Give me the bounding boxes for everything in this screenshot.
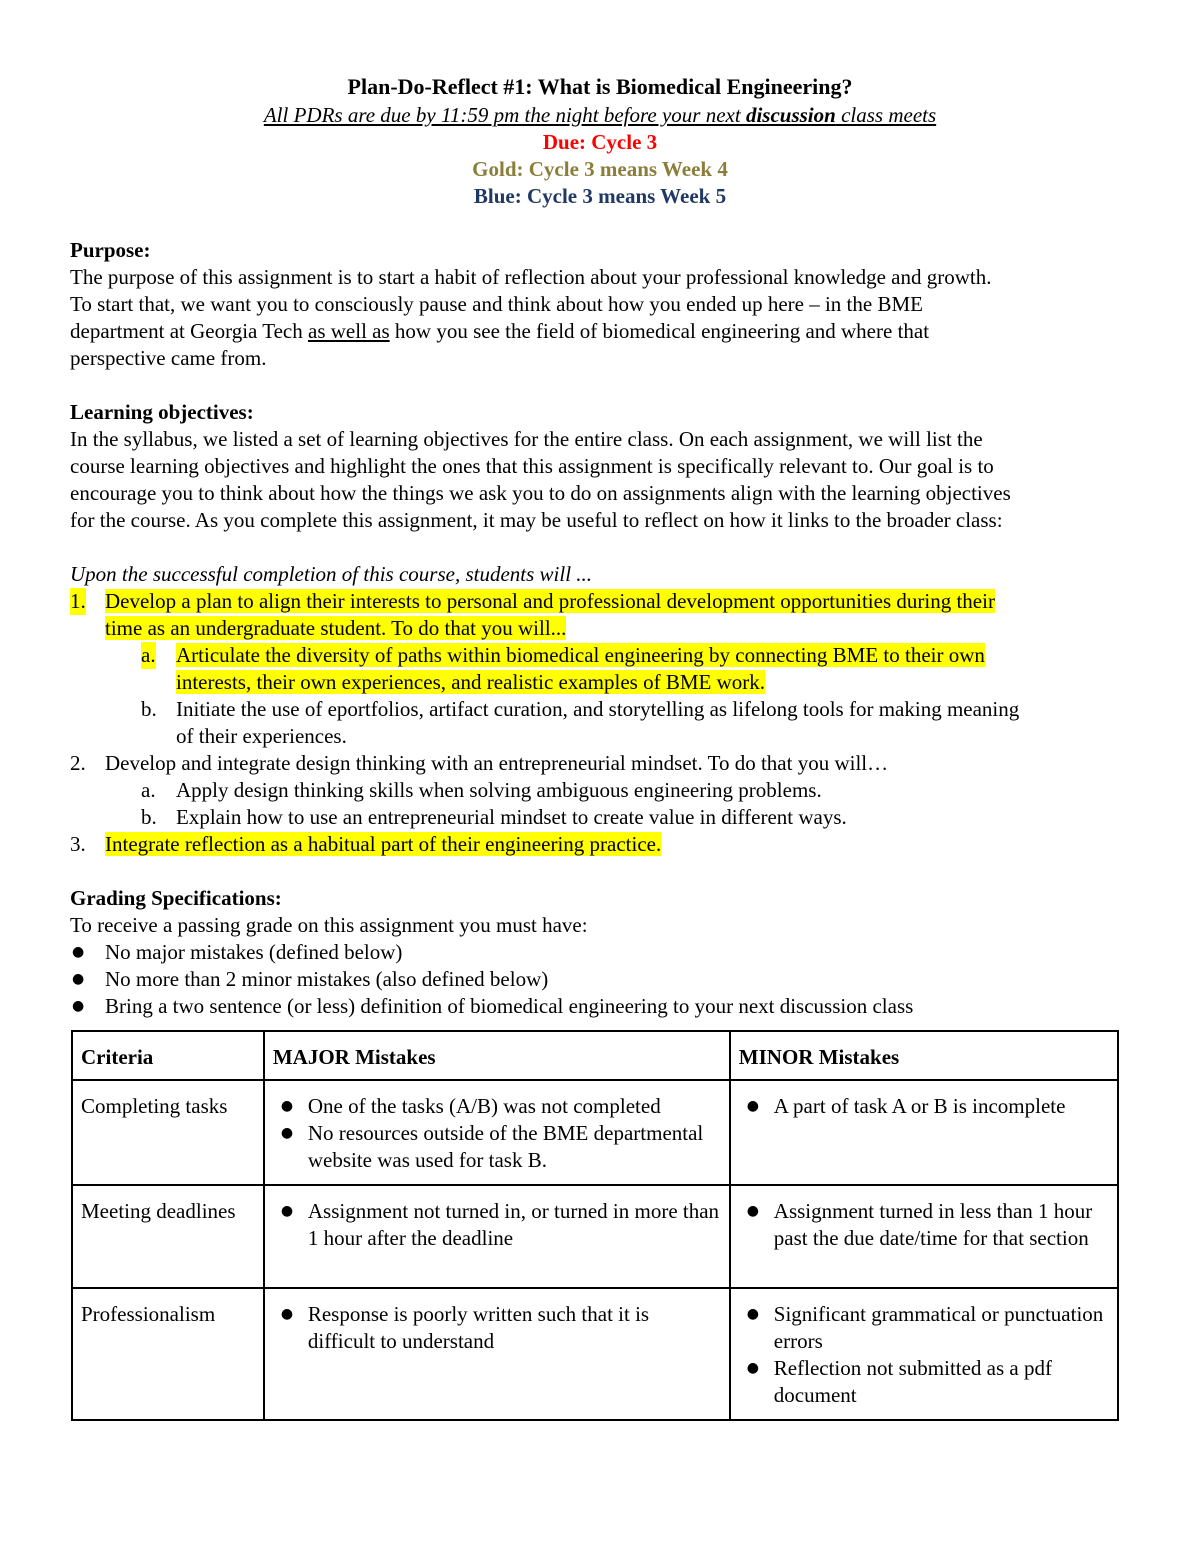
minor-cell — [730, 1185, 1118, 1288]
objectives-heading: Learning objectives: — [70, 400, 254, 424]
table-header-minor: MINOR Mistakes — [730, 1031, 1118, 1080]
grading-bullet — [70, 966, 1130, 993]
grading-heading: Grading Specifications: — [70, 886, 282, 910]
grading-table — [71, 1030, 1119, 1421]
table-row — [72, 1185, 1118, 1288]
objective-text: Develop a plan to align their interests to personal and professional development opportunities during their — [105, 589, 995, 613]
major-cell — [264, 1288, 730, 1420]
bullet-icon: ● — [280, 1203, 294, 1219]
sub-objective-text: interests, their own experiences, and realistic examples of BME work. — [176, 670, 765, 694]
table-header-row — [72, 1031, 1118, 1080]
table-header-major: MAJOR Mistakes — [264, 1031, 730, 1080]
bullet-icon: ● — [280, 1125, 294, 1141]
sub-objective-item — [70, 804, 1130, 831]
cell-bullet: ● Response is poorly written such that it is difficult to understand — [280, 1302, 650, 1353]
bullet-icon: ● — [746, 1203, 760, 1219]
purpose-text-line: perspective came from. — [70, 346, 267, 370]
criteria-cell: Professionalism — [72, 1288, 264, 1420]
objective-item — [70, 750, 1130, 777]
cell-bullet: ● Assignment turned in less than 1 hour past the due date/time for that section — [746, 1199, 1093, 1250]
sub-objective-text: Apply design thinking skills when solving ambiguous engineering problems. — [176, 778, 822, 802]
table-row — [72, 1288, 1118, 1420]
bullet-icon: ● — [280, 1098, 294, 1114]
objective-item-continued — [70, 615, 1130, 642]
major-cell — [264, 1080, 730, 1185]
table-header-criteria: Criteria — [72, 1031, 264, 1080]
objective-text: Integrate reflection as a habitual part of their engineering practice. — [105, 832, 662, 856]
purpose-heading: Purpose: — [70, 238, 151, 262]
due-note: All PDRs are due by 11:59 pm the night before your next discussion class meets — [263, 103, 937, 127]
sub-objective-item — [70, 642, 1130, 669]
purpose-text-line: department at Georgia Tech as well as how you see the field of biomedical engineering and where that — [70, 319, 930, 343]
objective-text: time as an undergraduate student. To do that you will... — [105, 616, 567, 640]
objectives-text-line: course learning objectives and highlight the ones that this assignment is specifically relevant to. Our goal is to — [70, 454, 994, 478]
objective-text: Develop and integrate design thinking with an entrepreneurial mindset. To do that you will… — [105, 751, 889, 775]
objectives-text-line: In the syllabus, we listed a set of learning objectives for the entire class. On each assignment, we will list the — [70, 427, 983, 451]
cell-bullet: ● Significant grammatical or punctuation errors — [746, 1302, 1104, 1353]
bullet-icon: ● — [746, 1306, 760, 1322]
objectives-text-line: for the course. As you complete this assignment, it may be useful to reflect on how it links to the broader class: — [70, 508, 1003, 532]
cell-bullet: ● No resources outside of the BME departmental website was used for task B. — [280, 1121, 704, 1172]
objective-number: 1. — [70, 589, 86, 613]
bullet-icon: ● — [72, 944, 85, 960]
grading-intro: To receive a passing grade on this assignment you must have: — [70, 913, 588, 937]
objective-number: 2. — [70, 751, 86, 775]
table-row — [72, 1080, 1118, 1185]
sub-objective-letter: a. — [141, 643, 156, 667]
objective-item — [70, 588, 1130, 615]
bullet-icon: ● — [72, 998, 85, 1014]
objectives-intro: Upon the successful completion of this course, students will ... — [70, 562, 593, 586]
objectives-text-line: encourage you to think about how the things we ask you to do on assignments align with the learning objectives — [70, 481, 1011, 505]
sub-objective-item-continued — [70, 669, 1130, 696]
document-title: Plan-Do-Reflect #1: What is Biomedical Engineering? — [347, 74, 853, 99]
sub-objective-item — [70, 696, 1130, 723]
cell-bullet: ● One of the tasks (A/B) was not completed — [280, 1094, 661, 1118]
grading-bullet-text: No more than 2 minor mistakes (also defined below) — [105, 967, 549, 991]
bullet-icon: ● — [72, 971, 85, 987]
cell-bullet: ● Reflection not submitted as a pdf document — [746, 1356, 1052, 1407]
minor-cell — [730, 1080, 1118, 1185]
major-cell — [264, 1185, 730, 1288]
cell-bullet: ● Assignment not turned in, or turned in more than 1 hour after the deadline — [280, 1199, 720, 1250]
objective-item — [70, 831, 1130, 858]
sub-objective-letter: a. — [141, 778, 156, 802]
minor-cell — [730, 1288, 1118, 1420]
cell-bullet: ● A part of task A or B is incomplete — [746, 1094, 1066, 1118]
sub-objective-text: Initiate the use of eportfolios, artifact curation, and storytelling as lifelong tools for making meaning — [176, 697, 1020, 721]
criteria-cell: Meeting deadlines — [72, 1185, 264, 1288]
bullet-icon: ● — [746, 1360, 760, 1376]
purpose-text-line: The purpose of this assignment is to start a habit of reflection about your professional knowledge and growth. — [70, 265, 992, 289]
bullet-icon: ● — [280, 1306, 294, 1322]
sub-objective-letter: b. — [141, 697, 157, 721]
grading-bullet — [70, 993, 1130, 1020]
grading-bullet — [70, 939, 1130, 966]
sub-objective-item — [70, 777, 1130, 804]
sub-objective-text: Articulate the diversity of paths within biomedical engineering by connecting BME to their own — [176, 643, 985, 667]
sub-objective-text: of their experiences. — [176, 724, 347, 748]
grading-bullet-text: Bring a two sentence (or less) definition of biomedical engineering to your next discussion class — [105, 994, 914, 1018]
criteria-cell: Completing tasks — [72, 1080, 264, 1185]
document-page — [70, 72, 1130, 1020]
bullet-icon: ● — [746, 1098, 760, 1114]
blue-schedule: Blue: Cycle 3 means Week 5 — [473, 184, 727, 208]
purpose-text-line: To start that, we want you to consciously pause and think about how you ended up here – in the BME — [70, 292, 923, 316]
grading-bullet-text: No major mistakes (defined below) — [105, 940, 403, 964]
objective-number: 3. — [70, 832, 86, 856]
due-cycle: Due: Cycle 3 — [542, 130, 658, 154]
sub-objective-text: Explain how to use an entrepreneurial mindset to create value in different ways. — [176, 805, 847, 829]
gold-schedule: Gold: Cycle 3 means Week 4 — [472, 157, 728, 181]
sub-objective-item-continued — [70, 723, 1130, 750]
sub-objective-letter: b. — [141, 805, 157, 829]
